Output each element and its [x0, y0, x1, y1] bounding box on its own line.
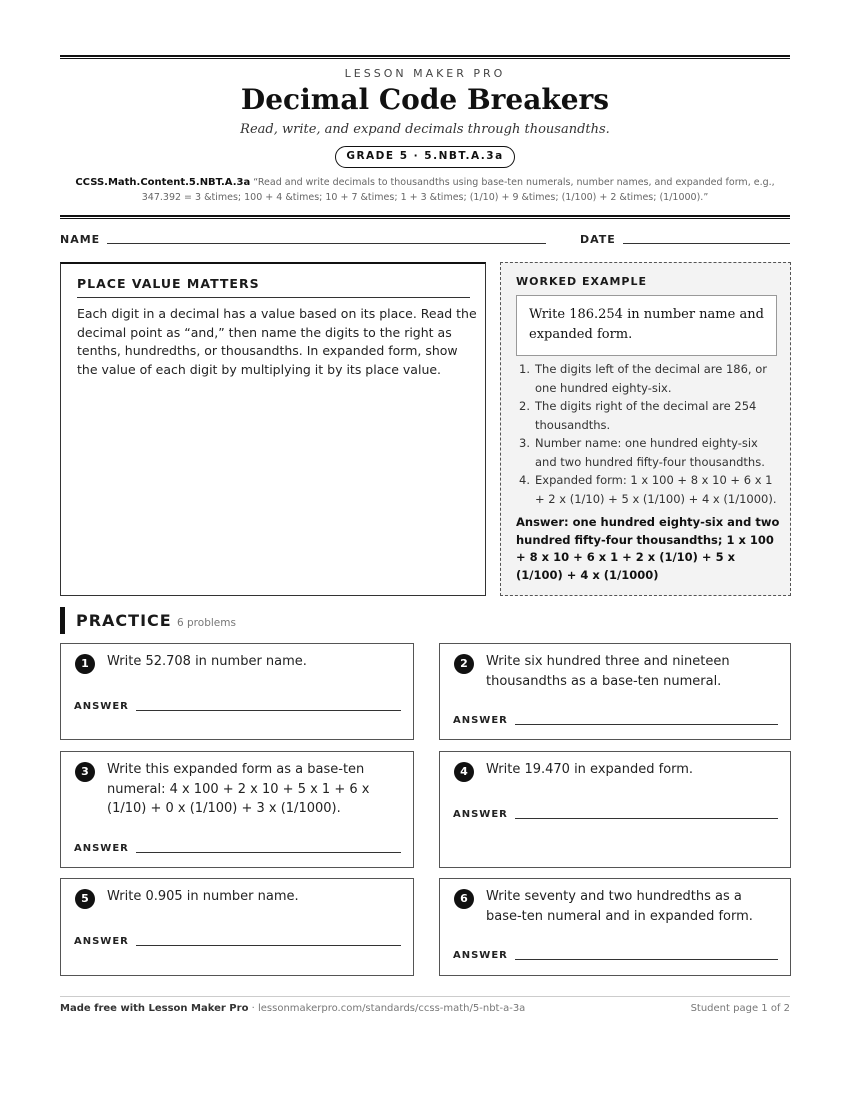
- worked-example-step: [519, 397, 781, 434]
- answer-label: ANSWER: [74, 936, 129, 947]
- worked-example-step: [519, 471, 781, 508]
- problem-number-badge: 4: [454, 762, 474, 782]
- problem-text: Write 52.708 in number name.: [107, 654, 307, 669]
- problem-text: Write this expanded form as a base-ten numeral: 4 x 100 + 2 x 10 + 5 x 1 + 6 x (1/10) + 0 x (1/100) + 3 x (1/1000).: [107, 762, 370, 816]
- step-number: 1.: [519, 362, 530, 376]
- name-label: NAME: [60, 233, 101, 246]
- worked-example-step: [519, 434, 781, 471]
- answer-line-3[interactable]: [136, 852, 401, 853]
- page-title: Decimal Code Breakers: [240, 83, 610, 116]
- step-text: Expanded form: 1 x 100 + 8 x 10 + 6 x 1 + 2 x (1/10) + 5 x (1/100) + 4 x (1/1000).: [535, 473, 777, 506]
- problem-card-2: [439, 643, 791, 740]
- header-bottom-rule: [60, 215, 790, 219]
- problem-number-badge: 6: [454, 889, 474, 909]
- problem-card-4: [439, 751, 791, 868]
- footer-url[interactable]: · lessonmakerpro.com/standards/ccss-math/5-nbt-a-3a: [248, 1003, 526, 1014]
- step-text: The digits left of the decimal are 186, or one hundred eighty-six.: [535, 362, 768, 395]
- problem-number-badge: 1: [75, 654, 95, 674]
- worked-example-panel: [500, 262, 791, 596]
- step-number: 4.: [519, 473, 530, 487]
- worked-example-answer: Answer: one hundred eighty-six and two hundred fifty-four thousandths; 1 x 100 + 8 x 10 + 6 x 1 + 2 x (1/10) + 5 x (1/100) + 4 x (1/1000): [516, 515, 780, 582]
- step-text: Number name: one hundred eighty-six and two hundred fifty-four thousandths.: [535, 436, 765, 469]
- answer-line-4[interactable]: [515, 818, 778, 819]
- footer-page-number: Student page 1 of 2: [690, 1003, 790, 1014]
- practice-accent-bar: [60, 607, 65, 634]
- answer-line-1[interactable]: [136, 710, 401, 711]
- problem-text: Write six hundred three and nineteen thousandths as a base-ten numeral.: [486, 654, 730, 689]
- problem-card-5: [60, 878, 414, 976]
- footer-rule: [60, 996, 790, 997]
- answer-label: ANSWER: [74, 701, 129, 712]
- problem-number-badge: 2: [454, 654, 474, 674]
- worked-example-steps: [519, 360, 781, 508]
- worked-example-prompt: Write 186.254 in number name and expanded form.: [516, 295, 777, 356]
- answer-line-5[interactable]: [136, 945, 401, 946]
- problem-number-badge: 3: [75, 762, 95, 782]
- standard-description: [62, 175, 788, 205]
- step-number: 3.: [519, 436, 530, 450]
- problem-card-3: [60, 751, 414, 868]
- practice-title: PRACTICE: [76, 611, 172, 630]
- step-number: 2.: [519, 399, 530, 413]
- worked-example-step: [519, 360, 781, 397]
- top-rule: [60, 55, 790, 59]
- footer-made-with: Made free with Lesson Maker Pro: [60, 1003, 249, 1014]
- worked-example-title: WORKED EXAMPLE: [516, 275, 647, 288]
- problem-text: Write seventy and two hundredths as a base-ten numeral and in expanded form.: [486, 889, 753, 924]
- step-text: The digits right of the decimal are 254 thousandths.: [535, 399, 757, 432]
- place-value-panel: [60, 262, 486, 596]
- standard-code: CCSS.Math.Content.5.NBT.A.3a: [75, 177, 251, 188]
- answer-label: ANSWER: [74, 843, 129, 854]
- problem-text: Write 19.470 in expanded form.: [486, 762, 694, 777]
- answer-label: ANSWER: [453, 950, 508, 961]
- problem-card-1: [60, 643, 414, 740]
- footer-credit: [60, 1003, 525, 1014]
- date-label: DATE: [580, 233, 616, 246]
- date-input-line[interactable]: [623, 243, 790, 244]
- answer-line-2[interactable]: [515, 724, 778, 725]
- standard-text: “Read and write decimals to thousandths using base-ten numerals, number names, and expanded form, e.g., 347.392 = 3 &times; 100 + 4 &times; 10 + 7 &times; 1 + 3 &times; (1/10) + 9 &times; (1/100) + 2 &times; (1/1000).”: [141, 177, 775, 203]
- grade-badge: GRADE 5 · 5.NBT.A.3a: [335, 146, 515, 168]
- problem-text: Write 0.905 in number name.: [107, 889, 299, 904]
- practice-count: 6 problems: [177, 617, 236, 629]
- place-value-body: Each digit in a decimal has a value based on its place. Read the decimal point as “and,” then name the digits to the right as tenths, hundredths, or thousandths. In expanded form, show the value of each digit by multiplying it by its place value.: [77, 306, 477, 377]
- answer-label: ANSWER: [453, 715, 508, 726]
- brand-name: LESSON MAKER PRO: [344, 67, 506, 80]
- problem-number-badge: 5: [75, 889, 95, 909]
- answer-line-6[interactable]: [515, 959, 778, 960]
- name-input-line[interactable]: [107, 243, 546, 244]
- page-subtitle: Read, write, and expand decimals through thousandths.: [240, 122, 610, 137]
- problem-card-6: [439, 878, 791, 976]
- place-value-title: PLACE VALUE MATTERS: [77, 276, 470, 298]
- answer-label: ANSWER: [453, 809, 508, 820]
